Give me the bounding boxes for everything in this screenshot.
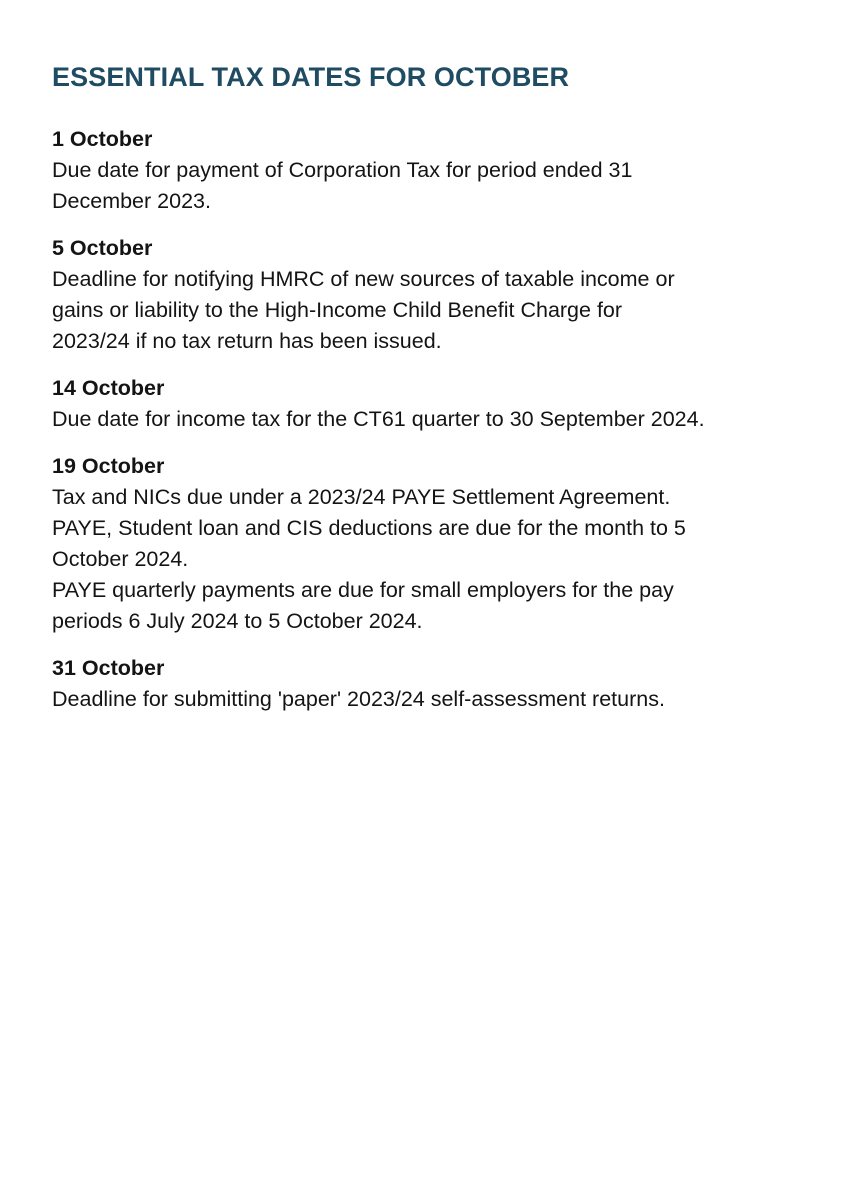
tax-date-entry-1-october	[52, 124, 812, 217]
tax-date-entry-5-october	[52, 233, 812, 357]
entry-description-line: December 2023.	[52, 189, 211, 213]
tax-dates-list	[52, 124, 812, 731]
entry-date: 14 October	[52, 376, 165, 400]
entry-description-line: October 2024.	[52, 547, 189, 571]
entry-date: 1 October	[52, 127, 153, 151]
entry-description-line: PAYE quarterly payments are due for small employers for the pay	[52, 578, 674, 602]
tax-date-entry-31-october	[52, 653, 812, 715]
entry-date: 31 October	[52, 656, 165, 680]
tax-date-entry-19-october	[52, 451, 812, 637]
tax-date-entry-14-october	[52, 373, 812, 435]
entry-description-line: gains or liability to the High-Income Child Benefit Charge for	[52, 298, 623, 322]
entry-description-line: Deadline for notifying HMRC of new sources of taxable income or	[52, 267, 675, 291]
entry-description-line: 2023/24 if no tax return has been issued.	[52, 329, 442, 353]
entry-date: 19 October	[52, 454, 165, 478]
entry-date: 5 October	[52, 236, 153, 260]
entry-description-line: Deadline for submitting 'paper' 2023/24 self-assessment returns.	[52, 687, 665, 711]
entry-description-line: Due date for payment of Corporation Tax for period ended 31	[52, 158, 633, 182]
entry-description-line: periods 6 July 2024 to 5 October 2024.	[52, 609, 423, 633]
entry-description-line: Due date for income tax for the CT61 quarter to 30 September 2024.	[52, 407, 705, 431]
entry-description-line: PAYE, Student loan and CIS deductions are due for the month to 5	[52, 516, 686, 540]
entry-description-line: Tax and NICs due under a 2023/24 PAYE Settlement Agreement.	[52, 485, 671, 509]
page-title: ESSENTIAL TAX DATES FOR OCTOBER	[52, 62, 570, 92]
